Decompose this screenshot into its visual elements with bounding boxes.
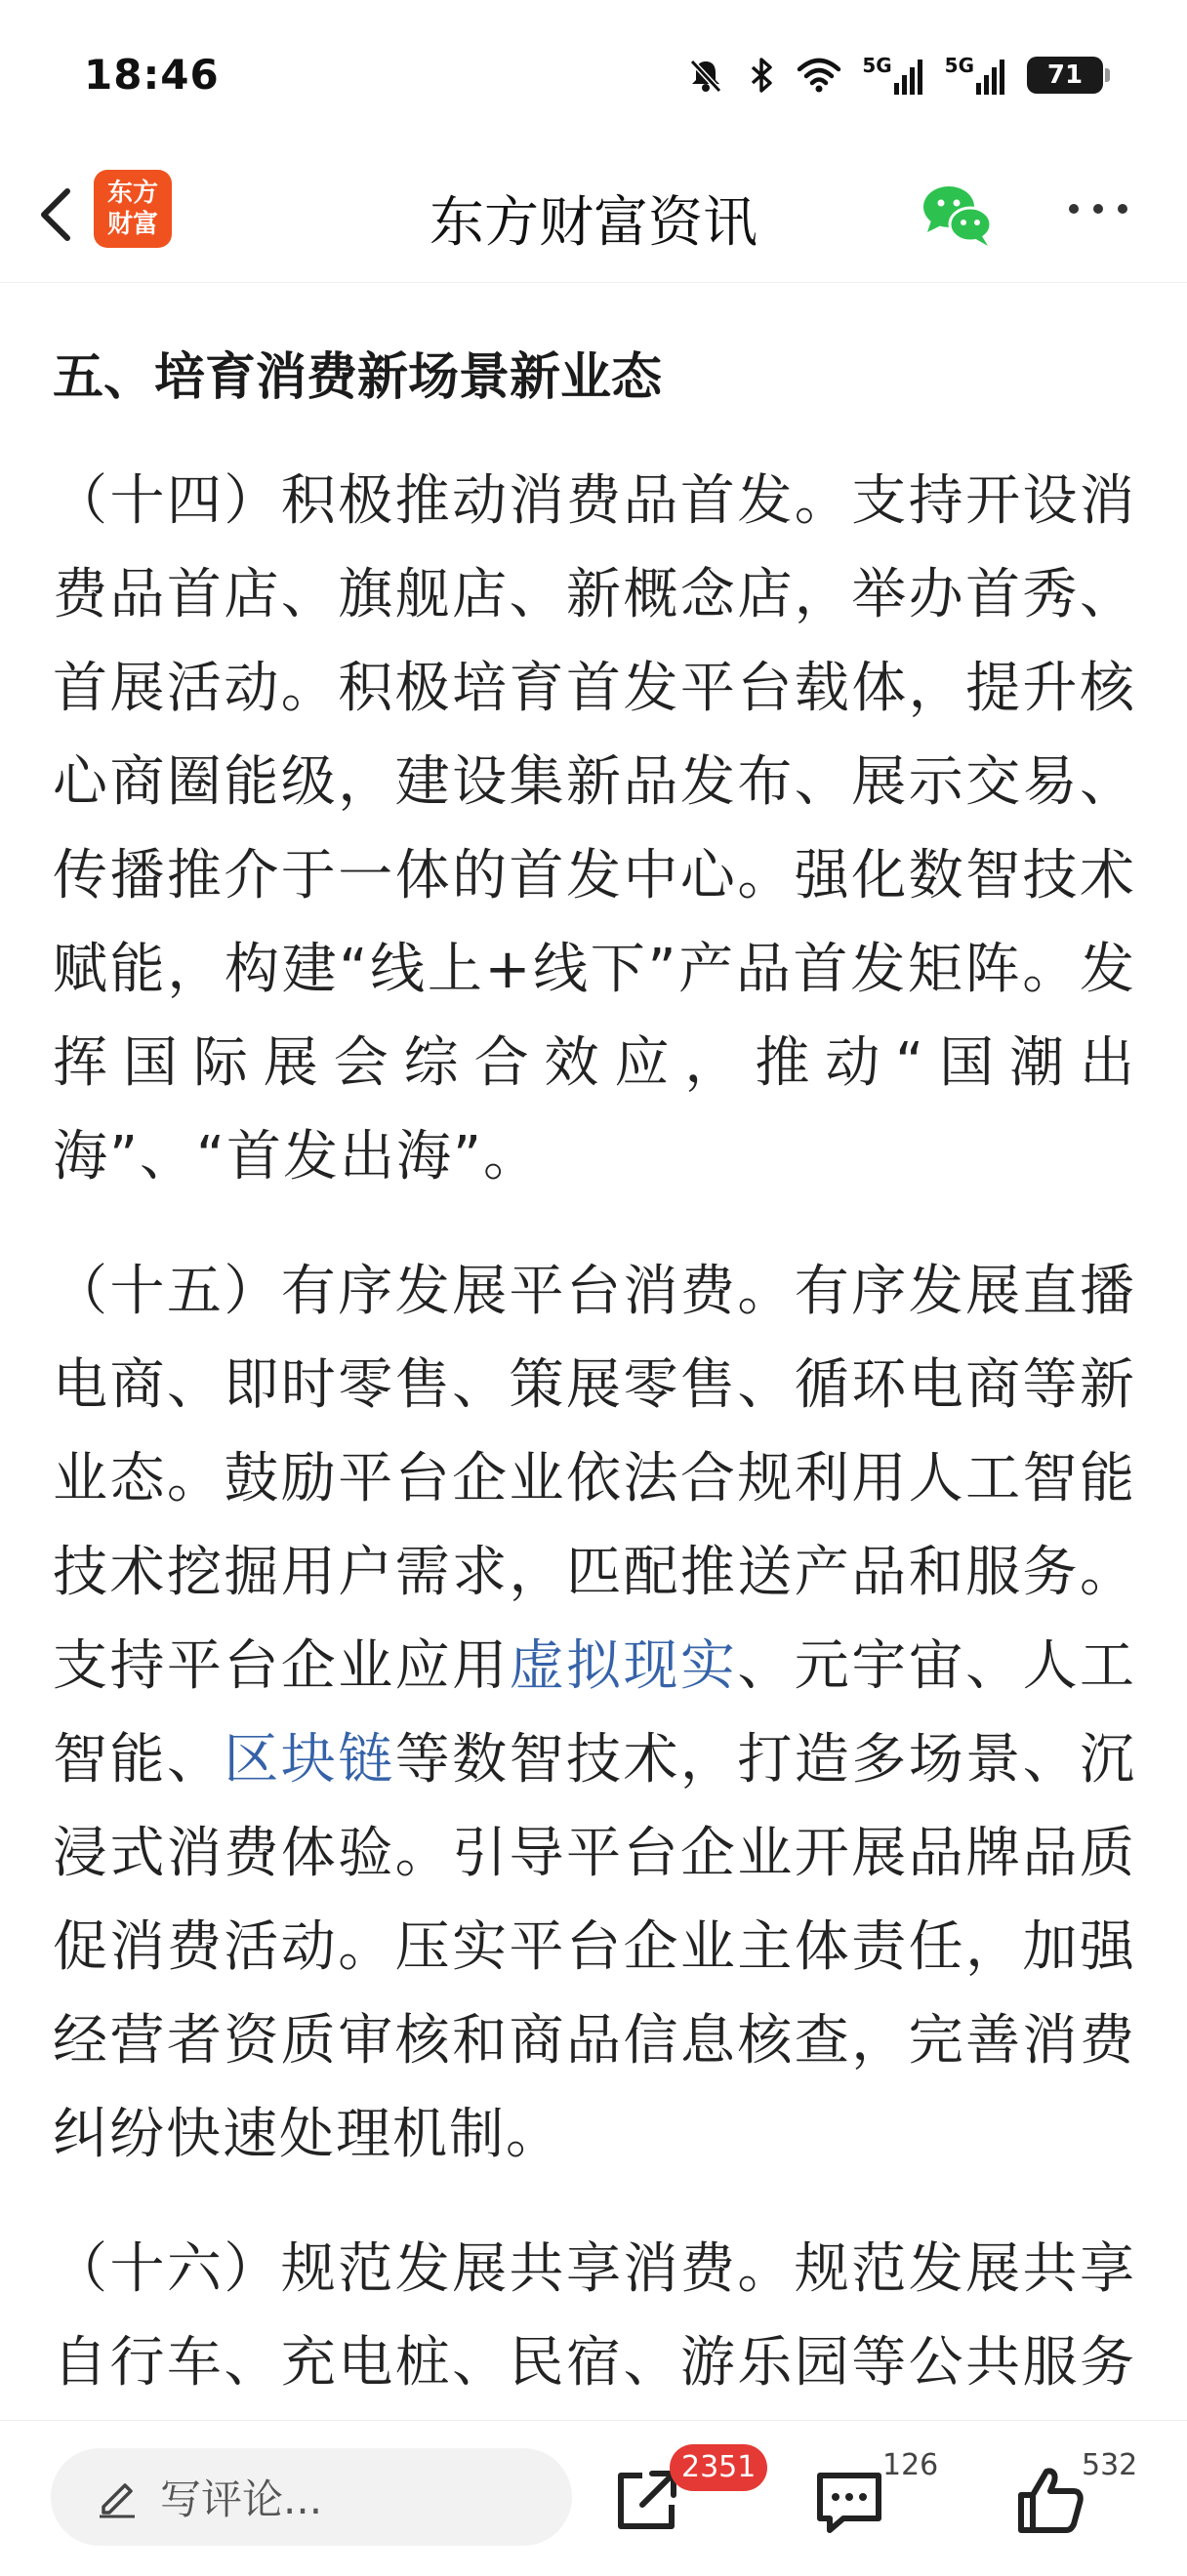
wechat-share-button[interactable]: [918, 176, 996, 254]
app-header: [0, 146, 1187, 283]
article-body: [53, 283, 1136, 2420]
paragraph-16: （十六）规范发展共享消费。规范发展共享自行车、充电桩、民宿、游乐园等公共服务: [53, 2237, 1136, 2395]
bottom-action-bar: [0, 2420, 1187, 2576]
thumbs-up-icon: [1011, 2462, 1089, 2540]
paragraph-15-text-3: 等数智技术，打造多场景、沉浸式消费体验。引导平台企业开展品牌品质促消费活动。压实平台企业主体责任，加强经营者资质审核和商品信息核查，完善消费纠纷快速处理机制。: [53, 1728, 1137, 2166]
paragraph-14: （十四）积极推动消费品首发。支持开设消费品首店、旗舰店、新概念店，举办首秀、首展活动。积极培育首发平台载体，提升核心商圈能级，建设集新品发布、展示交易、传播推介于一体的首发中心。强化数智技术赋能，构建“线上+线下”产品首发矩阵。发挥国际展会综合效应，推动“国潮出海”、“首发出海”。: [53, 469, 1136, 1188]
page-title: 东方财富资讯: [430, 191, 757, 255]
paragraph-15-text-1: （十五）有序发展平台消费。有序发展直播电商、即时零售、策展零售、循环电商等新业态。鼓励平台企业依法合规利用人工智能技术挖掘用户需求，匹配推送产品和服务。支持平台企业应用: [53, 1260, 1136, 1698]
network-type-label: 5G: [944, 54, 974, 77]
comments-button[interactable]: [810, 2462, 888, 2540]
comment-icon: [810, 2462, 888, 2540]
battery-indicator: [1027, 57, 1103, 94]
status-time: 18:46: [84, 51, 220, 99]
logo-line-2: 财富: [106, 210, 158, 239]
signal-group-2: [945, 56, 1005, 95]
signal-icon: [894, 56, 923, 95]
status-bar: [0, 0, 1187, 146]
signal-group-1: [862, 56, 922, 95]
link-blockchain[interactable]: 区块链: [224, 1728, 395, 1791]
pencil-icon: [96, 2475, 139, 2518]
network-type-label: 5G: [862, 54, 892, 77]
share-count-badge: 2351: [670, 2444, 767, 2491]
comment-input[interactable]: [51, 2448, 572, 2546]
comments-count: 126: [882, 2448, 939, 2482]
paragraph-15-text-2: 、元宇宙、人工智能、: [53, 1634, 1137, 1791]
bluetooth-icon: [747, 56, 776, 95]
link-virtual-reality[interactable]: 虚拟现实: [509, 1634, 738, 1698]
status-icons: [686, 51, 1103, 100]
likes-count: 532: [1082, 2448, 1138, 2482]
comment-placeholder: 写评论...: [160, 2475, 323, 2523]
more-button[interactable]: [1064, 189, 1132, 228]
more-icon: [1064, 189, 1132, 228]
wechat-icon: [918, 176, 996, 254]
section-heading: 五、培育消费新场景新业态: [53, 348, 663, 407]
signal-icon: [976, 56, 1005, 95]
mute-bell-icon: [686, 56, 725, 95]
logo-line-1: 东方: [106, 179, 158, 208]
wifi-icon: [798, 58, 840, 93]
battery-level: 71: [1046, 60, 1084, 90]
paragraph-15: [53, 1245, 1136, 2182]
like-button[interactable]: [1011, 2462, 1089, 2540]
